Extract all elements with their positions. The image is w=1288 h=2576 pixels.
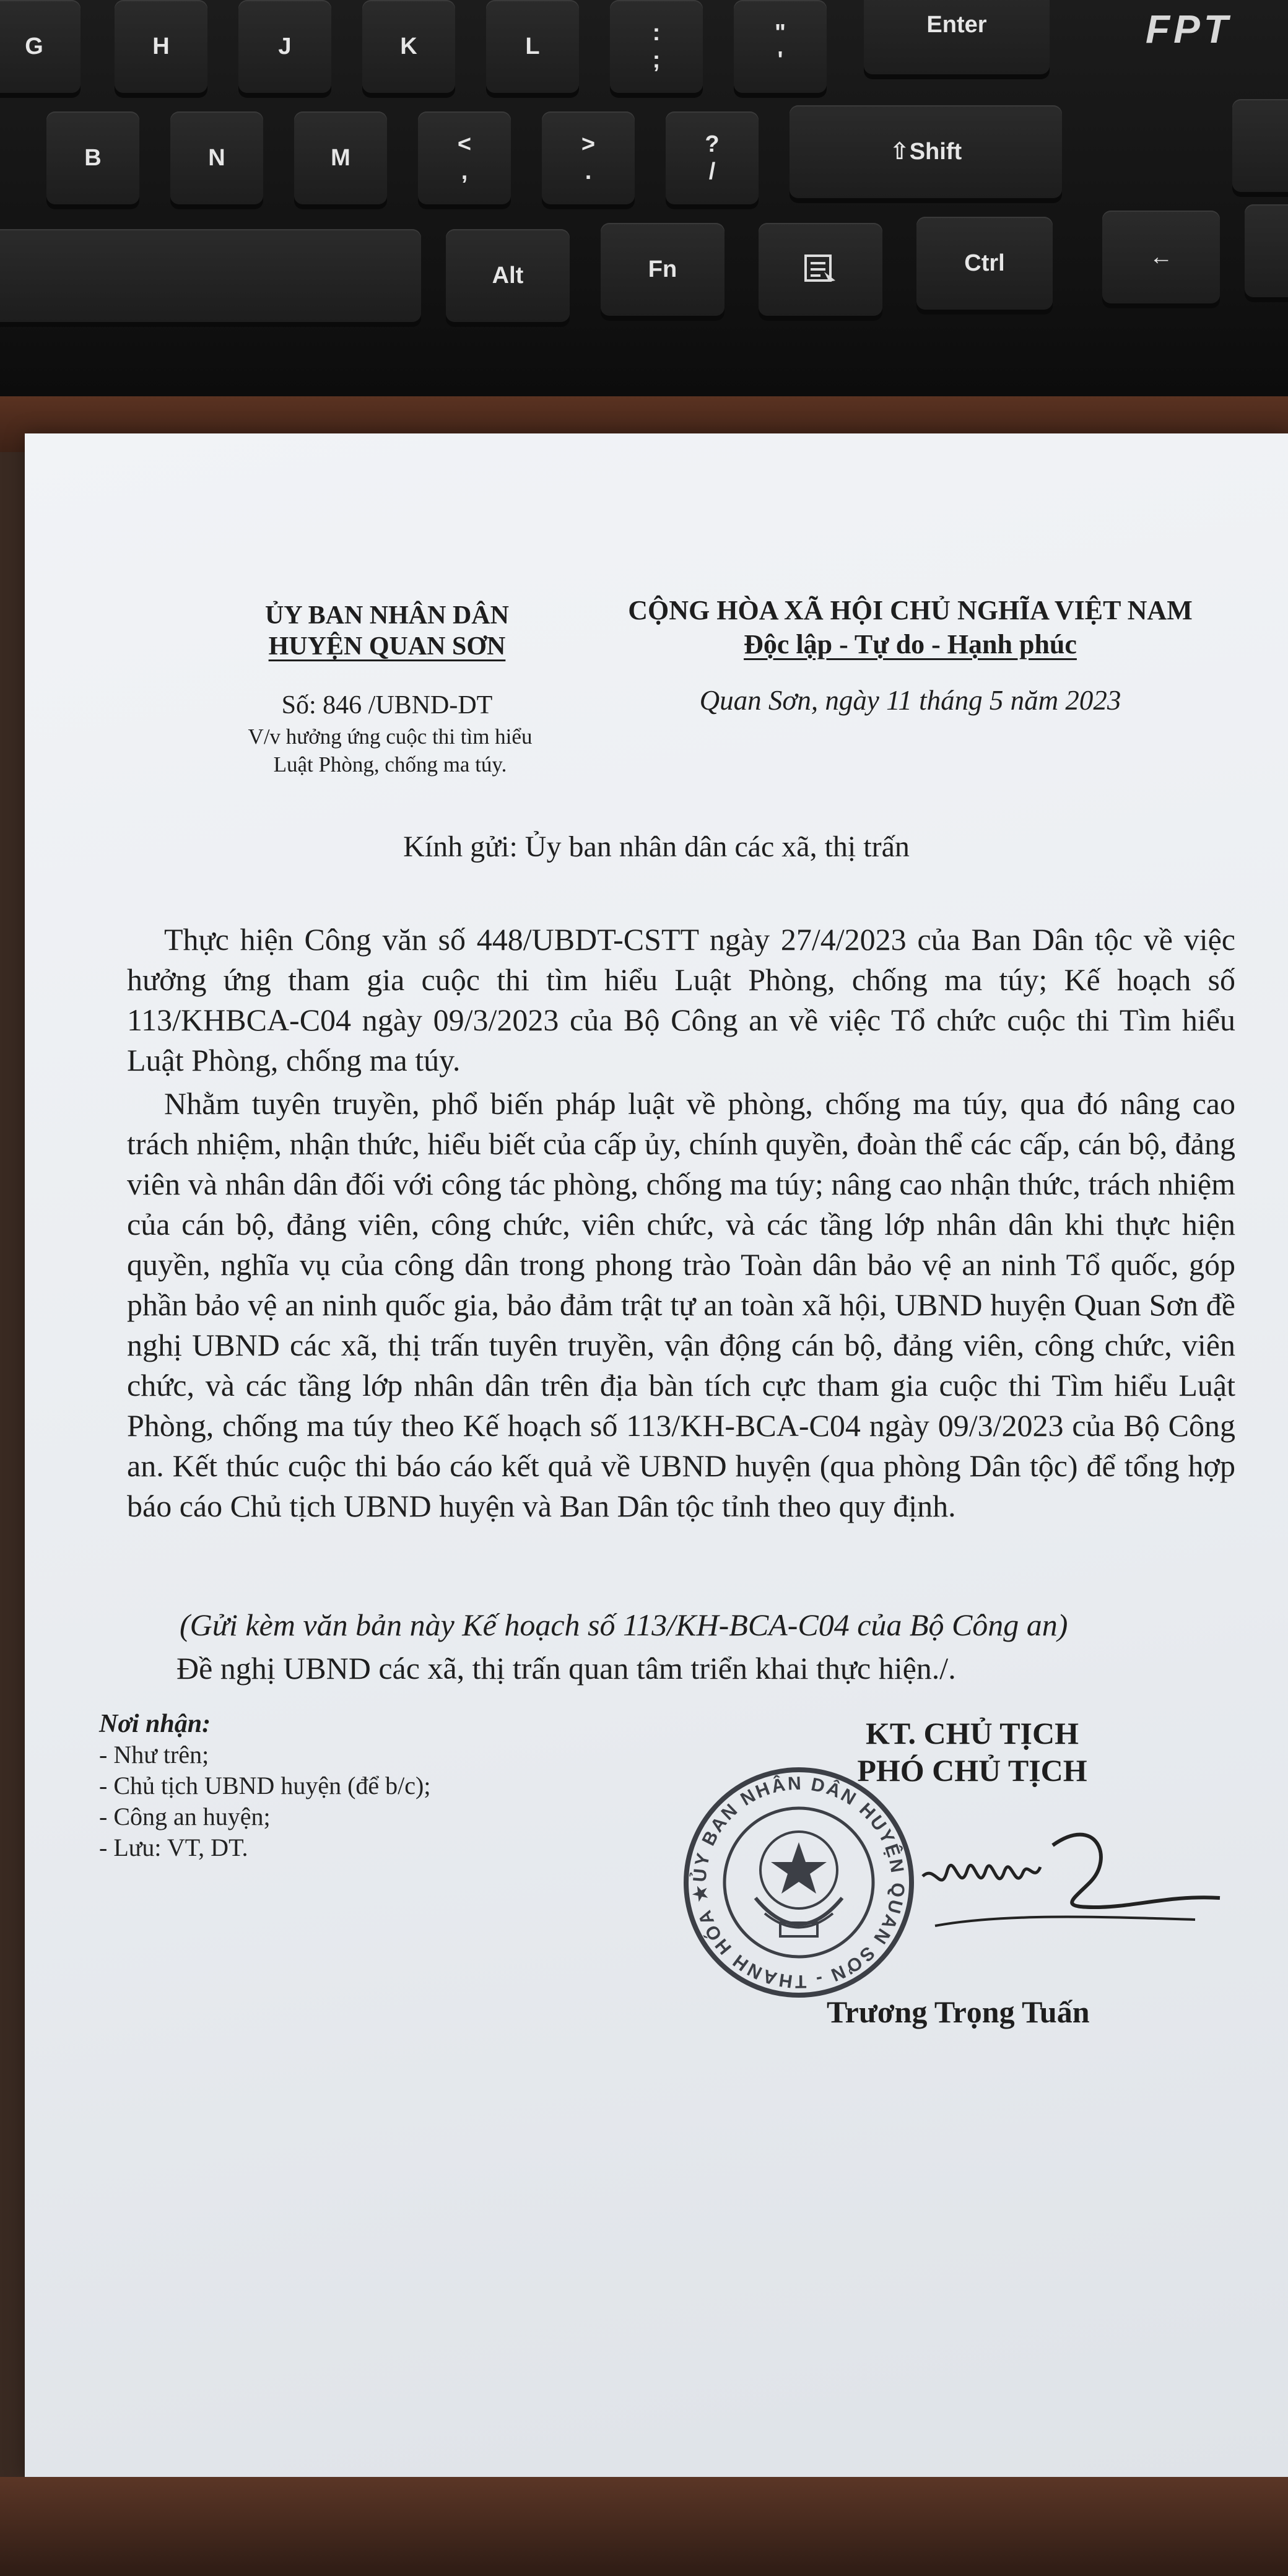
salutation: Kính gửi: Ủy ban nhân dân các xã, thị trấn bbox=[403, 830, 910, 863]
agency-name-line2: HUYỆN QUAN SƠN bbox=[268, 632, 506, 661]
recipient-item: - Như trên; bbox=[99, 1741, 209, 1769]
signer-name: Trương Trọng Tuấn bbox=[827, 1995, 1090, 2029]
key-enter: Enter bbox=[864, 0, 1050, 74]
recipients-title: Nơi nhận: bbox=[99, 1710, 211, 1738]
key-n: N bbox=[170, 111, 263, 204]
official-letter-paper bbox=[25, 433, 1288, 2477]
document-subject-line1: V/v hưởng ứng cuộc thi tìm hiểu bbox=[248, 724, 533, 749]
key-g: G bbox=[0, 0, 80, 93]
key-h: H bbox=[115, 0, 207, 93]
handwritten-signature bbox=[910, 1808, 1232, 1957]
key-menu bbox=[759, 223, 882, 316]
signer-title-line1: KT. CHỦ TỊCH bbox=[865, 1716, 1079, 1751]
body-paragraph-2: Nhằm tuyên truyền, phổ biến pháp luật về phòng, chống ma túy, qua đó nâng cao trách nhiệm, nhận thức, hiểu biết của cấp ủy, chính quyền, đoàn thể các cấp, cán bộ, đảng viên và nhân dân đối với công tác phòng, chống ma túy; nâng cao nhận thức, trách nhiệm của cán bộ, đảng viên, công chức, viên chức, và các tầng lớp nhân dân khi thực hiện quyền, nghĩa vụ của công dân trong phong trào Toàn dân bảo vệ an ninh Tổ quốc, góp phần bảo vệ an ninh quốc gia, bảo đảm trật tự an toàn xã hội, UBND huyện Quan Sơn đề nghị UBND các xã, thị trấn tuyên truyền, vận động cán bộ, đảng viên, công chức, viên chức, và các tầng lớp nhân dân trên địa bàn tích cực tham gia cuộc thi Tìm hiểu Luật Phòng, chống ma túy theo Kế hoạch số 113/KH-BCA-C04 ngày 09/3/2023 của Bộ Công an. Kết thúc cuộc thi báo cáo kết quả về UBND huyện (qua phòng Dân tộc) để tổng hợp báo cáo Chủ tịch UBND huyện và Ban Dân tộc tỉnh theo quy định. bbox=[127, 1086, 1235, 1523]
key-period: > . bbox=[542, 111, 635, 204]
recipient-item: - Lưu: VT, DT. bbox=[99, 1834, 248, 1861]
key-slash: ? / bbox=[666, 111, 759, 204]
key-edge bbox=[1232, 99, 1288, 192]
desk-surface-bottom bbox=[0, 2477, 1288, 2576]
key-comma: < , bbox=[418, 111, 511, 204]
body-paragraph-1: Thực hiện Công văn số 448/UBDT-CSTT ngày 27/4/2023 của Ban Dân tộc về việc hưởng ứng tham gia cuộc thi tìm hiểu Luật Phòng, chống ma túy; Kế hoạch số 113/KHBCA-C04 ngày 09/3/2023 của Bộ Công an về việc Tổ chức cuộc thi Tìm hiểu Luật Phòng, chống ma túy. bbox=[127, 922, 1235, 1077]
key-l: L bbox=[486, 0, 579, 93]
menu-key-icon bbox=[802, 253, 839, 285]
key-semicolon: : ; bbox=[610, 0, 703, 93]
recipient-item: - Công an huyện; bbox=[99, 1803, 271, 1830]
key-alt: Alt bbox=[446, 229, 570, 322]
signer-title-line2: PHÓ CHỦ TỊCH bbox=[857, 1753, 1087, 1788]
closing-request: Đề nghị UBND các xã, thị trấn quan tâm triển khai thực hiện./. bbox=[176, 1651, 956, 1686]
keyboard bbox=[0, 0, 1288, 396]
key-ctrl: Ctrl bbox=[916, 217, 1053, 310]
document-number: Số: 846 /UBND-DT bbox=[281, 691, 493, 720]
attachment-note: (Gửi kèm văn bản này Kế hoạch số 113/KH-BCA-C04 của Bộ Công an) bbox=[180, 1608, 1068, 1642]
key-shift: ⇧Shift bbox=[790, 105, 1062, 198]
key-m: M bbox=[294, 111, 387, 204]
key-edge-2 bbox=[1245, 204, 1288, 297]
agency-name-line1: ỦY BAN NHÂN DÂN bbox=[265, 601, 509, 630]
key-b: B bbox=[46, 111, 139, 204]
key-arrow-left: ← bbox=[1102, 211, 1220, 303]
key-j: J bbox=[238, 0, 331, 93]
svg-text:ỦY BAN NHÂN DÂN HUYỆN QUAN SƠN: ỦY BAN NHÂN DÂN HUYỆN QUAN SƠN - THANH HÓA ★ bbox=[689, 1773, 908, 1992]
key-quote: " ' bbox=[734, 0, 827, 93]
document-subject-line2: Luật Phòng, chống ma túy. bbox=[273, 752, 507, 777]
official-seal-icon bbox=[681, 1765, 916, 2000]
keyboard-brand-logo: FPT bbox=[1146, 7, 1232, 51]
national-title: CỘNG HÒA XÃ HỘI CHỦ NGHĨA VIỆT NAM bbox=[628, 595, 1193, 625]
recipient-item: - Chủ tịch UBND huyện (để b/c); bbox=[99, 1772, 431, 1799]
key-k: K bbox=[362, 0, 455, 93]
key-fn: Fn bbox=[601, 223, 724, 316]
national-motto: Độc lập - Tự do - Hạnh phúc bbox=[744, 629, 1077, 659]
key-space bbox=[0, 229, 421, 322]
date-line: Quan Sơn, ngày 11 tháng 5 năm 2023 bbox=[699, 685, 1121, 716]
